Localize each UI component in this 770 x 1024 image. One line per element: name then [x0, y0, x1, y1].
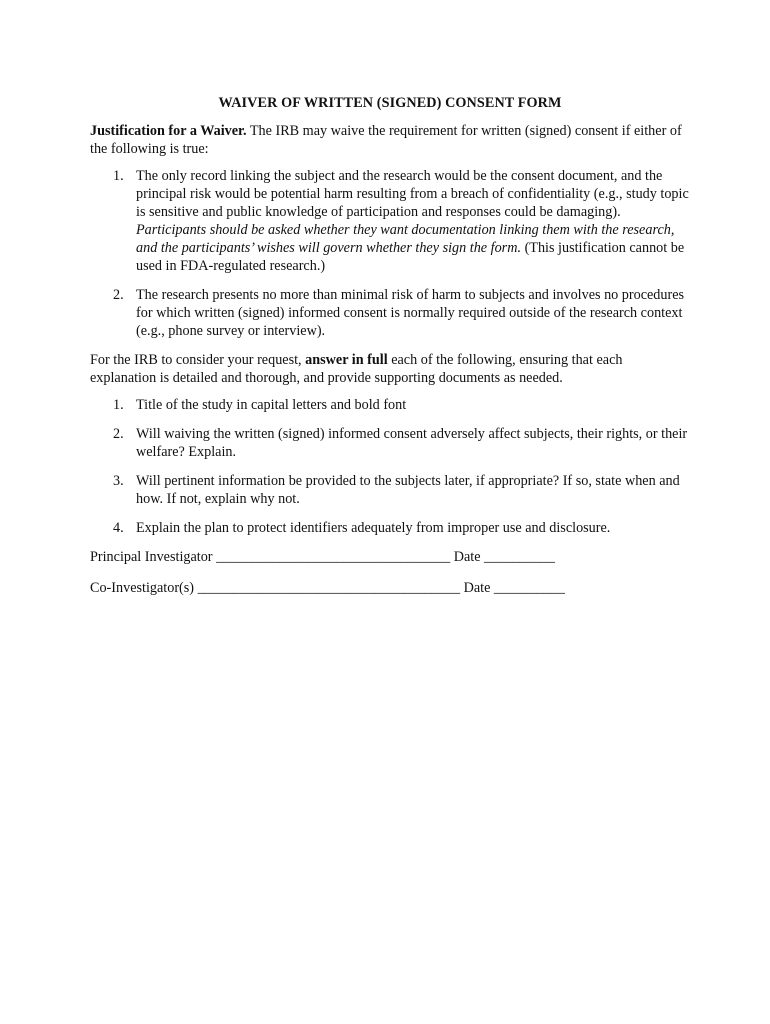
list-item — [90, 167, 690, 275]
list-item-number: 1. — [113, 397, 124, 413]
list-item — [90, 286, 690, 340]
list-item-text: Will pertinent information be provided to the subjects later, if appropriate? If so, state when and how. If not, explain why not. — [136, 473, 680, 507]
request-bold: answer in full — [305, 352, 388, 368]
justification-text: The IRB may waive the requirement for written (signed) consent if either of the following is true: — [90, 123, 682, 157]
list-item-text: Title of the study in capital letters and bold font — [136, 397, 407, 413]
list-item-text: Explain the plan to protect identifiers adequately from improper use and disclosure. — [136, 520, 611, 536]
list-item-italic-note: Participants should be asked whether they want documentation linking them with the research, and the participants’ wishes will govern whether they sign the form. — [136, 222, 675, 256]
list-item-number: 4. — [113, 520, 124, 536]
list-item-text: The research presents no more than minimal risk of harm to subjects and involves no procedures for which written (signed) informed consent is normally required outside of the research context (e.g., phone survey or interview). — [136, 287, 685, 339]
list-item — [90, 425, 690, 461]
list-item — [90, 396, 690, 414]
justification-paragraph — [90, 122, 690, 158]
co-investigator-signature-line[interactable]: Co-Investigator(s) _____________________________________ Date __________ — [90, 580, 565, 596]
justification-list — [90, 167, 690, 340]
document-page — [90, 94, 690, 610]
list-item-text: The only record linking the subject and the research would be the consent document, and the principal risk would be potential harm resulting from a breach of confidentiality (e.g., study topic is sensitive and public knowledge of participation and responses could be damaging). — [136, 168, 689, 220]
list-item-tail: (This justification cannot be used in FDA-regulated research.) — [136, 240, 685, 274]
justification-lead: Justification for a Waiver. — [90, 123, 247, 139]
document-title: WAIVER OF WRITTEN (SIGNED) CONSENT FORM — [218, 95, 562, 111]
request-post: each of the following, ensuring that each explanation is detailed and thorough, and provide supporting documents as needed. — [90, 352, 623, 386]
list-item — [90, 472, 690, 508]
principal-investigator-signature-line[interactable]: Principal Investigator _________________________________ Date __________ — [90, 549, 555, 565]
request-pre: For the IRB to consider your request, — [90, 352, 306, 368]
list-item-number: 2. — [113, 426, 124, 442]
list-item-number: 3. — [113, 473, 124, 489]
list-item-text: Will waiving the written (signed) informed consent adversely affect subjects, their rights, or their welfare? Explain. — [136, 426, 688, 460]
request-list — [90, 396, 690, 537]
request-paragraph — [90, 351, 690, 387]
list-item-number: 1. — [113, 168, 124, 184]
list-item-number: 2. — [113, 287, 124, 303]
list-item — [90, 519, 690, 537]
